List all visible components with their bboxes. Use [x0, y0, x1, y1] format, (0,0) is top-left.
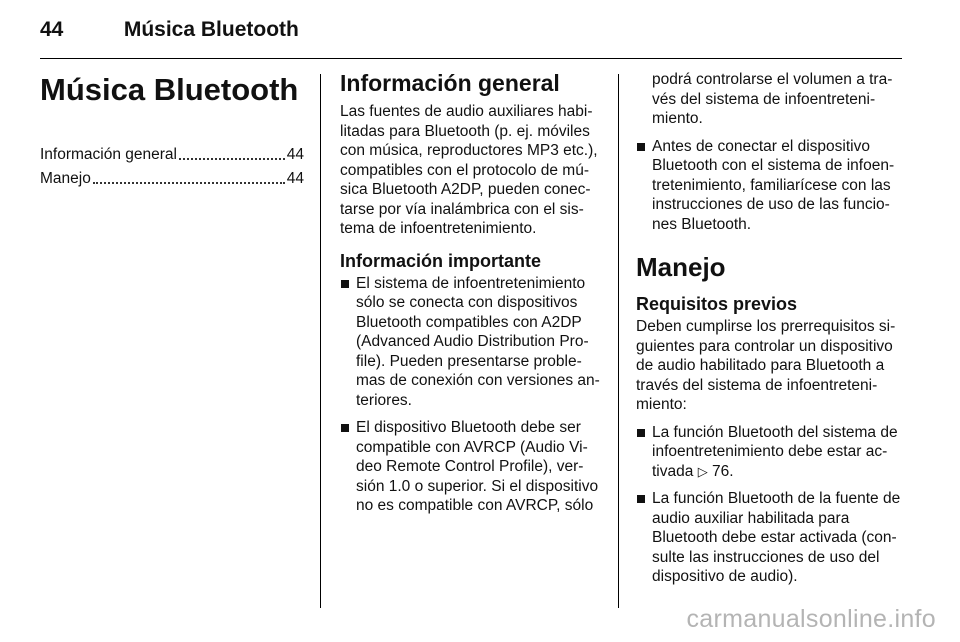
toc-leader: [179, 158, 285, 160]
bullet-item: [636, 423, 904, 482]
middle-column: [340, 70, 604, 524]
toc-label: Manejo: [40, 169, 91, 187]
left-column: [40, 70, 304, 188]
table-of-contents: [40, 140, 304, 188]
bullet-list: [636, 137, 904, 235]
bullet-item: El sistema de infoentretenimiento sólo se conecta con dispositivos Bluetooth compatibles con A2DP (Advanced Audio Distribution Profile). Pueden presentarse problemas de conexión con versiones anteriores.: [340, 274, 604, 411]
page-number: 44: [40, 18, 64, 41]
page-header: [40, 18, 299, 42]
section-heading-informacion-general: Información general: [340, 70, 560, 96]
chapter-title: Música Bluetooth: [40, 72, 299, 107]
bullet-text: La función Bluetooth del sistema de infoentretenimiento debe estar activada: [652, 423, 898, 480]
subheading-informacion-importante: Información importante: [340, 250, 542, 271]
bullet-item: La función Bluetooth de la fuente de audio auxiliar habilitada para Bluetooth debe estar activada (consulte las instrucciones de uso del dispositivo de audio).: [636, 489, 904, 587]
toc-page: 44: [286, 169, 304, 187]
column-divider-1: [320, 74, 321, 608]
column-divider-2: [618, 74, 619, 608]
toc-page: 44: [286, 145, 304, 163]
section-heading-manejo: Manejo: [636, 252, 726, 282]
bullet-item: Antes de conectar el dispositivo Bluetooth con el sistema de infoentretenimiento, familiarícese con las instrucciones de uso de las funciones Bluetooth.: [636, 137, 904, 235]
toc-leader: [93, 182, 285, 184]
bullet-item: El dispositivo Bluetooth debe ser compatible con AVRCP (Audio Video Remote Control Profile), versión 1.0 o superior. Si el dispositivo no es compatible con AVRCP, sólo: [340, 418, 604, 516]
intro-paragraph: Las fuentes de audio auxiliares habilitadas para Bluetooth (p. ej. móviles con música, reproductores MP3 etc.), compatibles con el protocolo de música Bluetooth A2DP, pueden conectarse por vía inalámbrica con el sistema de infoentretenimiento.: [340, 103, 598, 237]
toc-label: Información general: [40, 145, 177, 163]
right-column: [636, 70, 904, 595]
page-reference[interactable]: 76.: [712, 462, 734, 480]
requirements-intro: Deben cumplirse los prerrequisitos siguientes para controlar un dispositivo de audio habilitado para Bluetooth a través del sistema de infoentretenimiento:: [636, 318, 896, 413]
running-title: Música Bluetooth: [123, 18, 299, 41]
toc-entry-informacion-general[interactable]: [40, 140, 304, 164]
reference-arrow-icon: ▷: [697, 463, 708, 479]
continuation-text: podrá controlarse el volumen a través del sistema de infoentretenimiento.: [652, 71, 893, 127]
toc-entry-manejo[interactable]: [40, 164, 304, 188]
subheading-requisitos-previos: Requisitos previos: [636, 294, 798, 314]
bullet-list: [340, 274, 604, 516]
watermark: carmanualsonline.info: [686, 605, 936, 633]
header-rule: [40, 58, 902, 59]
requirements-list: [636, 423, 904, 587]
